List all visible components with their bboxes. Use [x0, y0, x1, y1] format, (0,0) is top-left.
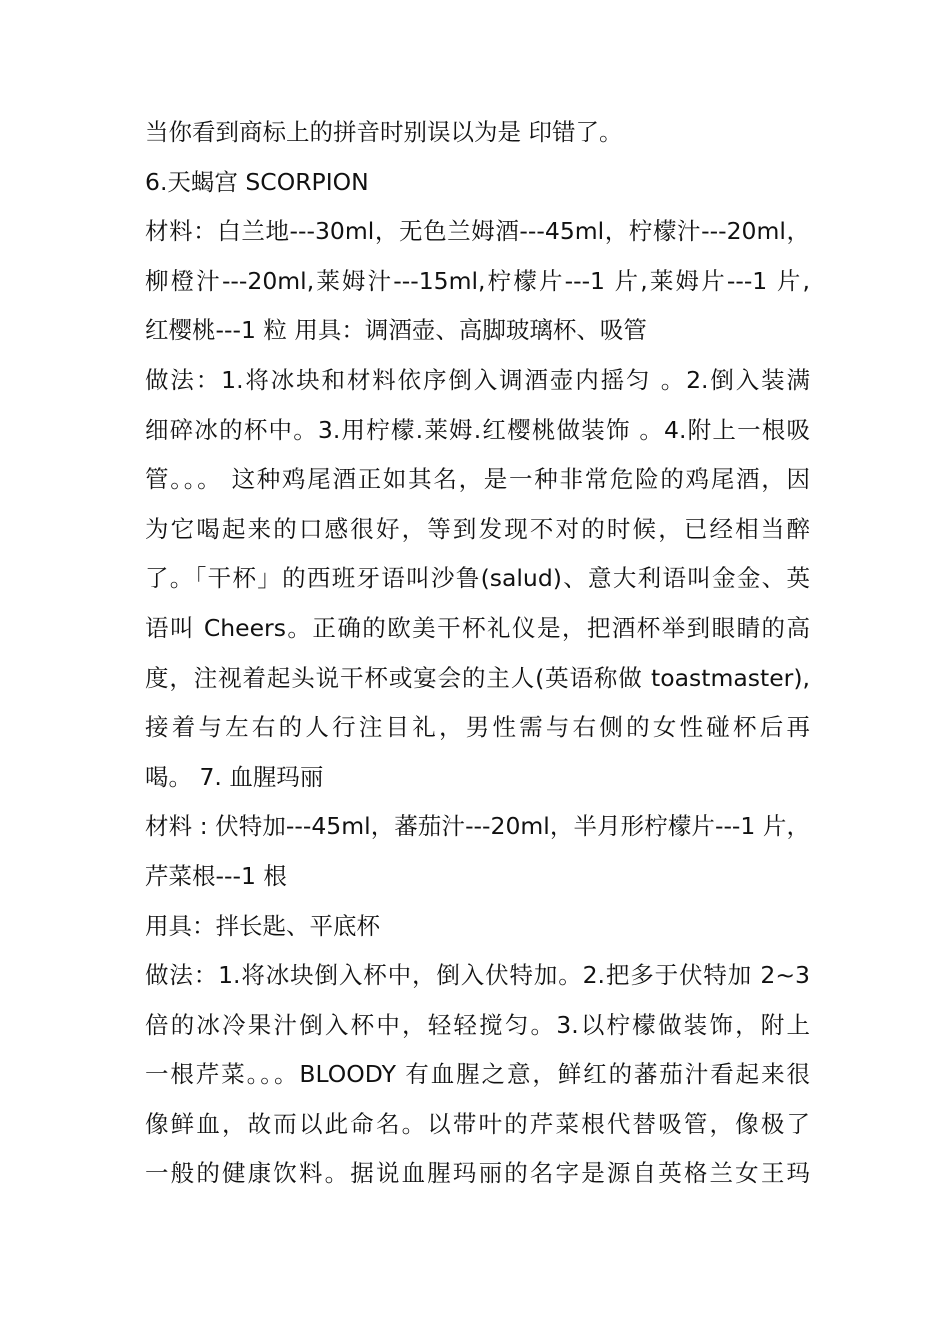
section-heading-scorpion: 6.天蝎宫 SCORPION	[145, 167, 369, 196]
text-line: 接着与左右的人行注目礼，男性需与右侧的女性碰杯后再	[145, 713, 810, 742]
text-line: 管。。。 这种鸡尾酒正如其名，是一种非常危险的鸡尾酒，因	[145, 465, 810, 494]
text-line: 像鲜血，故而以此命名。以带叶的芹菜根代替吸管，像极了	[145, 1109, 810, 1138]
text-line: 一根芹菜。。。BLOODY 有血腥之意，鲜红的蕃茄汁看起来很	[145, 1060, 810, 1089]
text-line: 芹菜根---1 根	[145, 861, 287, 890]
text-line: 了。「干杯」的西班牙语叫沙鲁(salud)、意大利语叫金金、英	[145, 564, 810, 593]
text-line: 材料：白兰地---30ml，无色兰姆酒---45ml，柠檬汁---20ml，	[145, 217, 810, 246]
document-body	[145, 108, 810, 1199]
text-line: 红樱桃---1 粒 用具：调酒壶、高脚玻璃杯、吸管	[145, 316, 647, 345]
text-line: 当你看到商标上的拼音时别误以为是 印错了。	[145, 118, 623, 146]
section-heading-bloody-mary: 喝。 7. 血腥玛丽	[145, 762, 324, 791]
text-line: 倍的冰冷果汁倒入杯中，轻轻搅匀。3.以柠檬做装饰，附上	[145, 1010, 810, 1039]
text-line: 为它喝起来的口感很好，等到发现不对的时候，已经相当醉	[145, 514, 810, 543]
text-line: 做法：1.将冰块倒入杯中，倒入伏特加。2.把多于伏特加 2~3	[145, 961, 810, 990]
text-line: 一般的健康饮料。据说血腥玛丽的名字是源自英格兰女王玛	[145, 1159, 810, 1188]
text-line: 用具：拌长匙、平底杯	[145, 911, 380, 940]
text-line: 细碎冰的杯中。3.用柠檬.莱姆.红樱桃做装饰 。4.附上一根吸	[145, 415, 810, 444]
text-line: 度，注视着起头说干杯或宴会的主人(英语称做 toastmaster),	[145, 663, 810, 692]
text-line: 材料 : 伏特加---45ml，蕃茄汁---20ml，半月形柠檬片---1 片，	[145, 812, 810, 841]
text-line: 做法：1.将冰块和材料依序倒入调酒壶内摇匀 。2.倒入装满	[145, 365, 810, 394]
text-line: 柳橙汁---20ml,莱姆汁---15ml,柠檬片---1 片,莱姆片---1 片,	[145, 266, 810, 295]
text-line: 语叫 Cheers。正确的欧美干杯礼仪是，把酒杯举到眼睛的高	[145, 613, 810, 642]
